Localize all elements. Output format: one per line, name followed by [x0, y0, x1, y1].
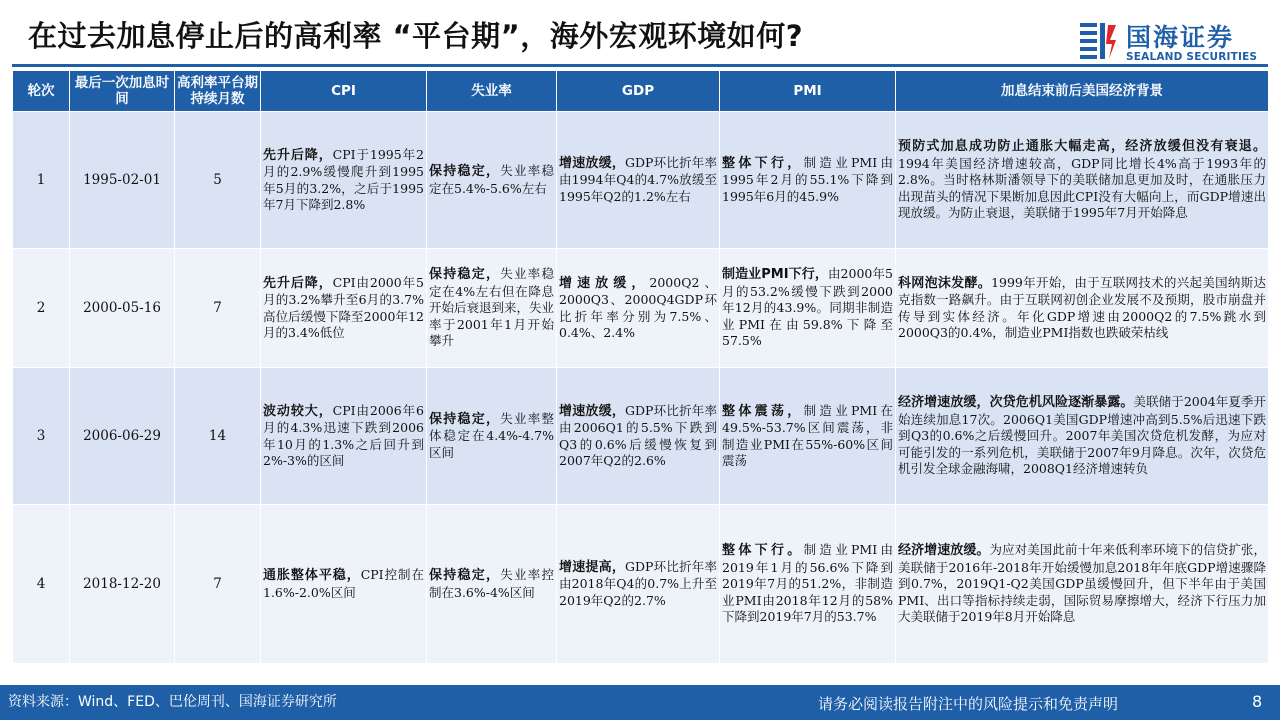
cell-round: 3	[13, 368, 70, 505]
header-background: 加息结束前后美国经济背景	[896, 71, 1269, 112]
cell-cpi	[261, 249, 427, 368]
background-highlight: 预防式加息成功防止通胀大幅走高，经济放缓但没有衰退。	[898, 139, 1266, 155]
unemployment-detail: 失业率稳定在5.4%-5.6%左右	[429, 163, 554, 196]
page-number: 8	[1252, 692, 1263, 711]
gdp-highlight: 增速放缓，	[559, 403, 626, 419]
cpi-highlight: 波动较大，	[263, 403, 333, 419]
cpi-detail: CPI由2000年5月的3.2%攀升至6月的3.7%高位后缓慢下降至2000年12月的3.4%低位	[263, 274, 424, 340]
cell-round: 2	[13, 249, 70, 368]
cell-unemployment	[427, 505, 557, 664]
cell-months: 5	[175, 112, 261, 249]
background-highlight: 经济增速放缓，次贷危机风险逐渐暴露。	[898, 395, 1134, 411]
title-divider	[12, 64, 1268, 67]
gdp-highlight: 增速放缓，	[559, 155, 626, 171]
background-detail: 为应对美国此前十年来低利率环境下的信贷扩张，美联储于2016年-2018年开始缓慢加息2018年年底GDP增速骤降到0.7%，2019Q1-Q2美国GDP虽缓慢回升，但下半年由于美国PMI、出口等指标持续走弱，国际贸易摩擦增大，经济下行压力加大美联储于2019年8月开始降息	[898, 542, 1266, 625]
cell-months: 14	[175, 368, 261, 505]
table-row	[13, 368, 1269, 505]
cell-pmi	[720, 368, 896, 505]
gdp-detail: GDP环比折年率由1994年Q4的4.7%放缓至1995年Q2的1.2%左右	[559, 154, 717, 204]
cell-gdp	[557, 368, 720, 505]
pmi-detail: 制造业PMI由1995年2月的55.1%下降到1995年6月的45.9%	[722, 154, 893, 204]
cell-cpi	[261, 368, 427, 505]
cell-date: 2018-12-20	[70, 505, 175, 664]
cell-background	[896, 249, 1269, 368]
cell-cpi	[261, 505, 427, 664]
gdp-detail: GDP环比折年率由2006Q1的5.5%下跌到Q3的0.6%后缓慢恢复到2007年Q2的2.6%	[559, 402, 717, 468]
background-highlight: 经济增速放缓。	[898, 543, 990, 559]
cpi-detail: CPI控制在1.6%-2.0%区间	[263, 567, 424, 600]
table-row	[13, 505, 1269, 664]
cell-background	[896, 368, 1269, 505]
unemployment-highlight: 保持稳定，	[429, 267, 501, 283]
background-highlight: 科网泡沫发酵。	[898, 275, 992, 291]
pmi-detail: 制造业PMI由2019年1月的56.6%下降到2019年7月的51.2%，非制造业PMI由2018年12月的58%下降到2019年7月的53.7%	[722, 542, 893, 625]
footer-bar	[0, 685, 1280, 720]
cpi-detail: CPI由2006年6月的4.3%迅速下跌到2006年10月的1.3%之后回升到2%-3%的区间	[263, 402, 424, 468]
pmi-highlight: 制造业PMI下行，	[722, 267, 828, 283]
company-logo	[1078, 18, 1268, 70]
cell-round: 4	[13, 505, 70, 664]
table-header-row	[13, 71, 1269, 112]
gdp-highlight: 增速提高，	[559, 559, 626, 575]
background-detail: 1994年美国经济增速较高，GDP同比增长4%高于1993年的2.8%。当时格林斯潘领导下的美联储加息更加及时，在通胀压力出现苗头的情况下果断加息因此CPI没有大幅向上，而GDP增速出现放缓。为防止衰退，美联储于1995年7月开始降息	[898, 155, 1266, 221]
pmi-highlight: 整体下行。	[722, 543, 804, 559]
unemployment-highlight: 保持稳定，	[429, 568, 501, 583]
cell-unemployment	[427, 249, 557, 368]
gdp-highlight: 增速放缓，	[559, 275, 650, 291]
cell-background	[896, 505, 1269, 664]
pmi-highlight: 整体震荡，	[722, 403, 804, 419]
unemployment-highlight: 保持稳定，	[429, 411, 501, 427]
cell-date: 2006-06-29	[70, 368, 175, 505]
header-cpi: CPI	[261, 71, 427, 112]
logo-chinese-name: 国海证券	[1126, 23, 1235, 52]
pmi-detail: 由2000年5月的53.2%缓慢下跌到2000年12月的43.9%。同期非制造业PMI在由59.8%下降至57.5%	[722, 266, 893, 349]
header-last-hike-date: 最后一次加息时间	[70, 71, 175, 112]
header-gdp: GDP	[557, 71, 720, 112]
gdp-detail: GDP环比折年率由2018年Q4的0.7%上升至2019年Q2的2.7%	[559, 558, 717, 608]
gdp-detail: 2000Q2、2000Q3、2000Q4GDP环比折年率分别为7.5%、0.4%、2.4%	[559, 274, 717, 340]
table-row	[13, 249, 1269, 368]
sealand-logo-icon	[1078, 20, 1118, 62]
header-round: 轮次	[13, 71, 70, 112]
header-plateau-months: 高利率平台期持续月数	[175, 71, 261, 112]
cell-pmi	[720, 112, 896, 249]
cell-round: 1	[13, 112, 70, 249]
cpi-detail: CPI于1995年2月的2.9%缓慢爬升到1995年5月的3.2%，之后于1995年7月下降到2.8%	[263, 146, 424, 212]
cell-cpi	[261, 112, 427, 249]
header-pmi: PMI	[720, 71, 896, 112]
background-detail: 1999年开始，由于互联网技术的兴起美国纳斯达克指数一路飙升。由于互联网初创企业发展不及预期，股市崩盘并传导到实体经济。年化GDP增速由2000Q2的7.5%跳水到2000Q3的0.4%，制造业PMI指数也跌破荣枯线	[898, 274, 1266, 340]
cell-pmi	[720, 505, 896, 664]
unemployment-detail: 失业率控制在3.6%-4%区间	[429, 567, 554, 600]
pmi-highlight: 整体下行，	[722, 155, 804, 171]
cell-unemployment	[427, 112, 557, 249]
logo-english-name: SEALAND SECURITIES	[1126, 51, 1258, 63]
unemployment-detail: 失业率稳定在4%左右但在降息开始后衰退到来，失业率于2001年1月开始攀升	[429, 266, 555, 349]
rate-plateau-table	[12, 70, 1269, 664]
cell-gdp	[557, 112, 720, 249]
cpi-highlight: 通胀整体平稳，	[263, 568, 361, 583]
table-row	[13, 112, 1269, 249]
cell-date: 2000-05-16	[70, 249, 175, 368]
disclaimer: 请务必阅读报告附注中的风险提示和免责声明	[818, 695, 1119, 713]
cpi-highlight: 先升后降，	[263, 147, 333, 163]
unemployment-detail: 失业率整体稳定在4.4%-4.7%区间	[429, 410, 554, 460]
cell-gdp	[557, 505, 720, 664]
cell-date: 1995-02-01	[70, 112, 175, 249]
unemployment-highlight: 保持稳定，	[429, 164, 501, 179]
background-detail: 美联储于2004年夏季开始连续加息17次。2006Q1美国GDP增速冲高到5.5%后迅速下跌到Q3的0.6%之后缓慢回升。2007年美国次贷危机发酵，为应对可能引发的一系列危机，美联储于2007年9月降息。次年，次贷危机引发全球金融海啸，2008Q1经济增速转负	[898, 394, 1266, 477]
cell-unemployment	[427, 368, 557, 505]
data-source: 资料来源：Wind、FED、巴伦周刊、国海证券研究所	[8, 694, 337, 710]
cell-pmi	[720, 249, 896, 368]
page-title: 在过去加息停止后的高利率 “平台期”，海外宏观环境如何?	[28, 19, 804, 53]
cell-gdp	[557, 249, 720, 368]
cell-months: 7	[175, 249, 261, 368]
pmi-detail: 制造业PMI在49.5%-53.7%区间震荡，非制造业PMI在55%-60%区间震荡	[722, 402, 893, 468]
header-unemployment: 失业率	[427, 71, 557, 112]
cell-background	[896, 112, 1269, 249]
cpi-highlight: 先升后降，	[263, 275, 333, 291]
cell-months: 7	[175, 505, 261, 664]
